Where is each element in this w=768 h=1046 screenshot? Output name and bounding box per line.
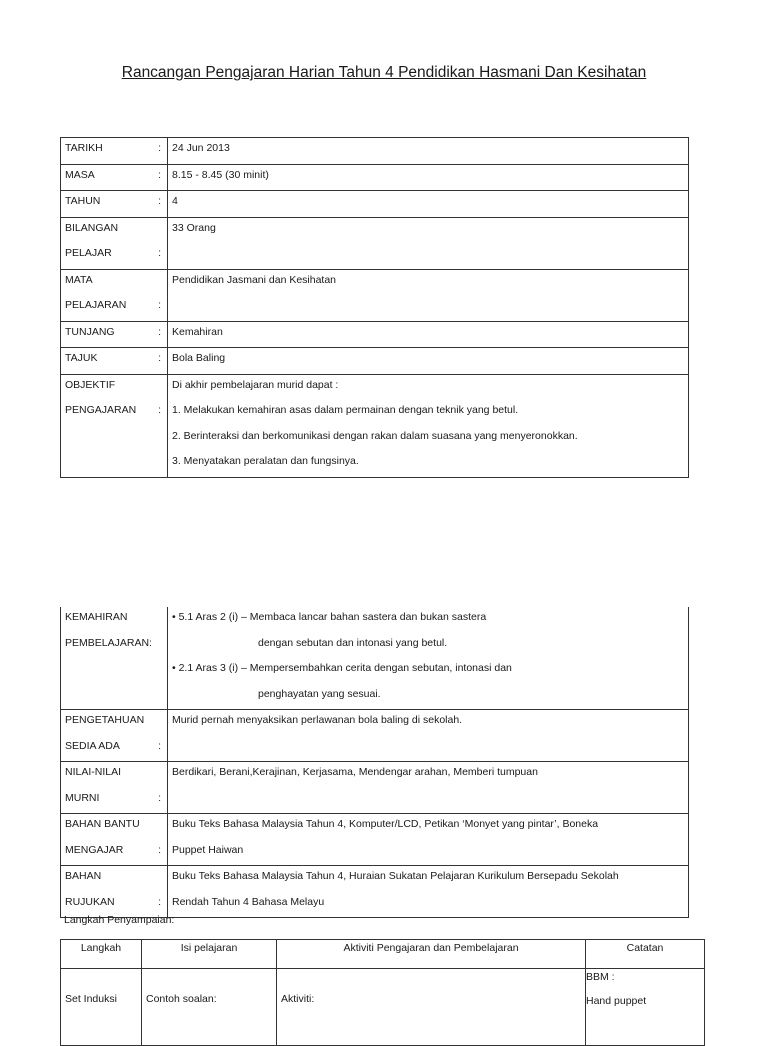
- info-row: [61, 607, 689, 710]
- field-value-cell: [168, 374, 689, 477]
- field-label: TUNJANG: [65, 325, 115, 338]
- info-row: [61, 348, 689, 375]
- field-value-cell: [168, 866, 689, 918]
- field-label-line: [61, 814, 167, 840]
- field-label-line: [61, 866, 167, 892]
- field-label-cell: [61, 217, 168, 269]
- field-value-cell: [168, 138, 689, 165]
- info-row: [61, 164, 689, 191]
- field-value-line: 3. Menyatakan peralatan dan fungsinya.: [172, 455, 359, 467]
- field-label-cell: [61, 814, 168, 866]
- cell-langkah: Set Induksi: [61, 969, 142, 1046]
- field-label: TAHUN: [65, 195, 101, 207]
- field-label-cell: [61, 191, 168, 218]
- field-colon: :: [158, 247, 161, 259]
- field-label-cell: [61, 710, 168, 762]
- field-label: OBJEKTIF: [65, 378, 116, 391]
- cell-catatan: [586, 969, 705, 1046]
- field-label-line: [61, 840, 167, 866]
- field-label-cell: [61, 269, 168, 321]
- field-label: TAJUK: [65, 352, 98, 364]
- field-label-line: [61, 400, 167, 426]
- field-value-line: • 5.1 Aras 2 (i) – Membaca lancar bahan sastera dan bukan sastera: [172, 611, 487, 623]
- field-label-cell: [61, 607, 168, 710]
- field-value-cell: [168, 191, 689, 218]
- field-label: MASA: [65, 168, 95, 181]
- field-label: PELAJAR: [65, 247, 112, 259]
- field-label-line: [61, 426, 167, 452]
- field-label: PEMBELAJARAN:: [65, 636, 152, 649]
- field-label: KEMAHIRAN: [65, 611, 128, 623]
- field-value-cell: [168, 269, 689, 321]
- cell-aktiviti: Aktiviti:: [277, 969, 586, 1046]
- info-row: [61, 374, 689, 477]
- info-row: [61, 138, 689, 165]
- field-colon: :: [158, 843, 161, 856]
- field-label: MATA: [65, 273, 93, 286]
- field-value-line: Buku Teks Bahasa Malaysia Tahun 4, Huraian Sukatan Pelajaran Kurikulum Bersepadu Sekolah: [172, 870, 619, 882]
- field-colon: :: [158, 791, 161, 804]
- field-label-line: [61, 348, 167, 374]
- field-value-cell: [168, 348, 689, 375]
- field-label-line: [61, 762, 167, 788]
- lesson-info-table: [60, 137, 689, 478]
- field-value-line: penghayatan yang sesuai.: [258, 687, 381, 700]
- header-aktiviti: Aktiviti Pengajaran dan Pembelajaran: [277, 940, 586, 969]
- field-label-cell: [61, 866, 168, 918]
- info-row: [61, 866, 689, 918]
- field-value-cell: [168, 607, 689, 710]
- field-label-line: [61, 218, 167, 244]
- field-label-line: [61, 710, 167, 736]
- langkah-caption: Langkah Penyampaian:: [64, 914, 175, 926]
- field-label: BILANGAN: [65, 221, 119, 234]
- field-value-cell: [168, 814, 689, 866]
- field-value-line: Berdikari, Berani,Kerajinan, Kerjasama, Mendengar arahan, Memberi tumpuan: [172, 766, 538, 778]
- field-label-cell: [61, 348, 168, 375]
- header-catatan: Catatan: [586, 940, 705, 969]
- header-isi-pelajaran: Isi pelajaran: [142, 940, 277, 969]
- field-colon: :: [158, 325, 161, 338]
- field-label-line: [61, 375, 167, 401]
- field-value-line: dengan sebutan dan intonasi yang betul.: [258, 636, 448, 649]
- field-label-line: [61, 243, 167, 269]
- info-row: [61, 814, 689, 866]
- field-label-line: [61, 138, 167, 164]
- langkah-header-row: [61, 940, 705, 969]
- field-value-line: 24 Jun 2013: [172, 142, 230, 154]
- info-row: [61, 269, 689, 321]
- field-label: PENGAJARAN: [65, 404, 137, 416]
- field-label: RUJUKAN: [65, 895, 115, 908]
- field-label: MENGAJAR: [65, 843, 124, 856]
- page-title: Rancangan Pengajaran Harian Tahun 4 Pendidikan Hasmani Dan Kesihatan: [121, 64, 647, 81]
- field-value-line: [168, 788, 688, 814]
- field-label-cell: [61, 374, 168, 477]
- field-colon: :: [158, 168, 161, 181]
- catatan-line-1: BBM :: [586, 971, 615, 983]
- field-colon: :: [158, 352, 161, 364]
- field-label-line: [61, 295, 167, 321]
- field-label: PELAJARAN: [65, 299, 127, 311]
- field-value-cell: [168, 164, 689, 191]
- field-label: SEDIA ADA: [65, 739, 120, 752]
- field-value-line: 1. Melakukan kemahiran asas dalam permainan dengan teknik yang betul.: [172, 404, 519, 416]
- field-label-line: [61, 684, 167, 710]
- field-label-line: [61, 607, 167, 633]
- field-value-cell: [168, 762, 689, 814]
- field-value-line: Pendidikan Jasmani dan Kesihatan: [172, 273, 337, 286]
- langkah-table: [60, 939, 705, 1046]
- field-value-line: [168, 295, 688, 321]
- field-value-line: 4: [172, 195, 178, 207]
- field-value-line: • 2.1 Aras 3 (i) – Mempersembahkan cerita dengan sebutan, intonasi dan: [172, 662, 512, 674]
- field-colon: :: [158, 195, 161, 207]
- field-label-line: [61, 633, 167, 659]
- lesson-details-table: [60, 607, 689, 918]
- cell-isi: Contoh soalan:: [142, 969, 277, 1046]
- field-value-line: [168, 736, 688, 762]
- field-label-line: [61, 191, 167, 217]
- info-row: [61, 321, 689, 348]
- field-value-line: 8.15 - 8.45 (30 minit): [172, 168, 269, 181]
- field-colon: :: [158, 404, 161, 416]
- langkah-row: [61, 969, 705, 1046]
- field-value-line: Murid pernah menyaksikan perlawanan bola baling di sekolah.: [172, 714, 463, 726]
- field-colon: :: [158, 142, 161, 154]
- field-label: NILAI-NILAI: [65, 766, 122, 778]
- field-value-line: Bola Baling: [172, 352, 226, 364]
- info-row: [61, 217, 689, 269]
- field-label: PENGETAHUAN: [65, 714, 145, 726]
- field-value-line: Puppet Haiwan: [172, 843, 244, 856]
- field-label: BAHAN: [65, 870, 102, 882]
- field-colon: :: [158, 895, 161, 908]
- field-value-line: 2. Berinteraksi dan berkomunikasi dengan rakan dalam suasana yang menyeronokkan.: [172, 429, 578, 442]
- field-label: MURNI: [65, 791, 100, 804]
- field-label-line: [61, 788, 167, 814]
- field-value-line: [168, 243, 688, 269]
- info-row: [61, 191, 689, 218]
- header-langkah: Langkah: [61, 940, 142, 969]
- field-label-line: [61, 322, 167, 348]
- info-row: [61, 762, 689, 814]
- field-label-line: [61, 270, 167, 296]
- info-row: [61, 710, 689, 762]
- field-label-line: [61, 451, 167, 477]
- field-value-cell: [168, 321, 689, 348]
- field-label-line: [61, 736, 167, 762]
- field-value-line: Rendah Tahun 4 Bahasa Melayu: [172, 895, 325, 908]
- field-label: BAHAN BANTU: [65, 818, 140, 830]
- field-colon: :: [158, 299, 161, 311]
- field-label-cell: [61, 138, 168, 165]
- field-value-cell: [168, 217, 689, 269]
- field-value-line: Buku Teks Bahasa Malaysia Tahun 4, Komputer/LCD, Petikan ‘Monyet yang pintar’, Boneka: [172, 818, 599, 830]
- field-value-line: 33 Orang: [172, 221, 216, 234]
- field-value-line: Kemahiran: [172, 325, 223, 338]
- field-label: TARIKH: [65, 142, 103, 154]
- field-label-cell: [61, 164, 168, 191]
- catatan-line-2: Hand puppet: [586, 995, 647, 1007]
- field-value-line: Di akhir pembelajaran murid dapat :: [172, 378, 339, 391]
- field-label-line: [61, 658, 167, 684]
- field-label-cell: [61, 762, 168, 814]
- field-label-cell: [61, 321, 168, 348]
- field-colon: :: [158, 739, 161, 752]
- field-value-cell: [168, 710, 689, 762]
- field-label-line: [61, 165, 167, 191]
